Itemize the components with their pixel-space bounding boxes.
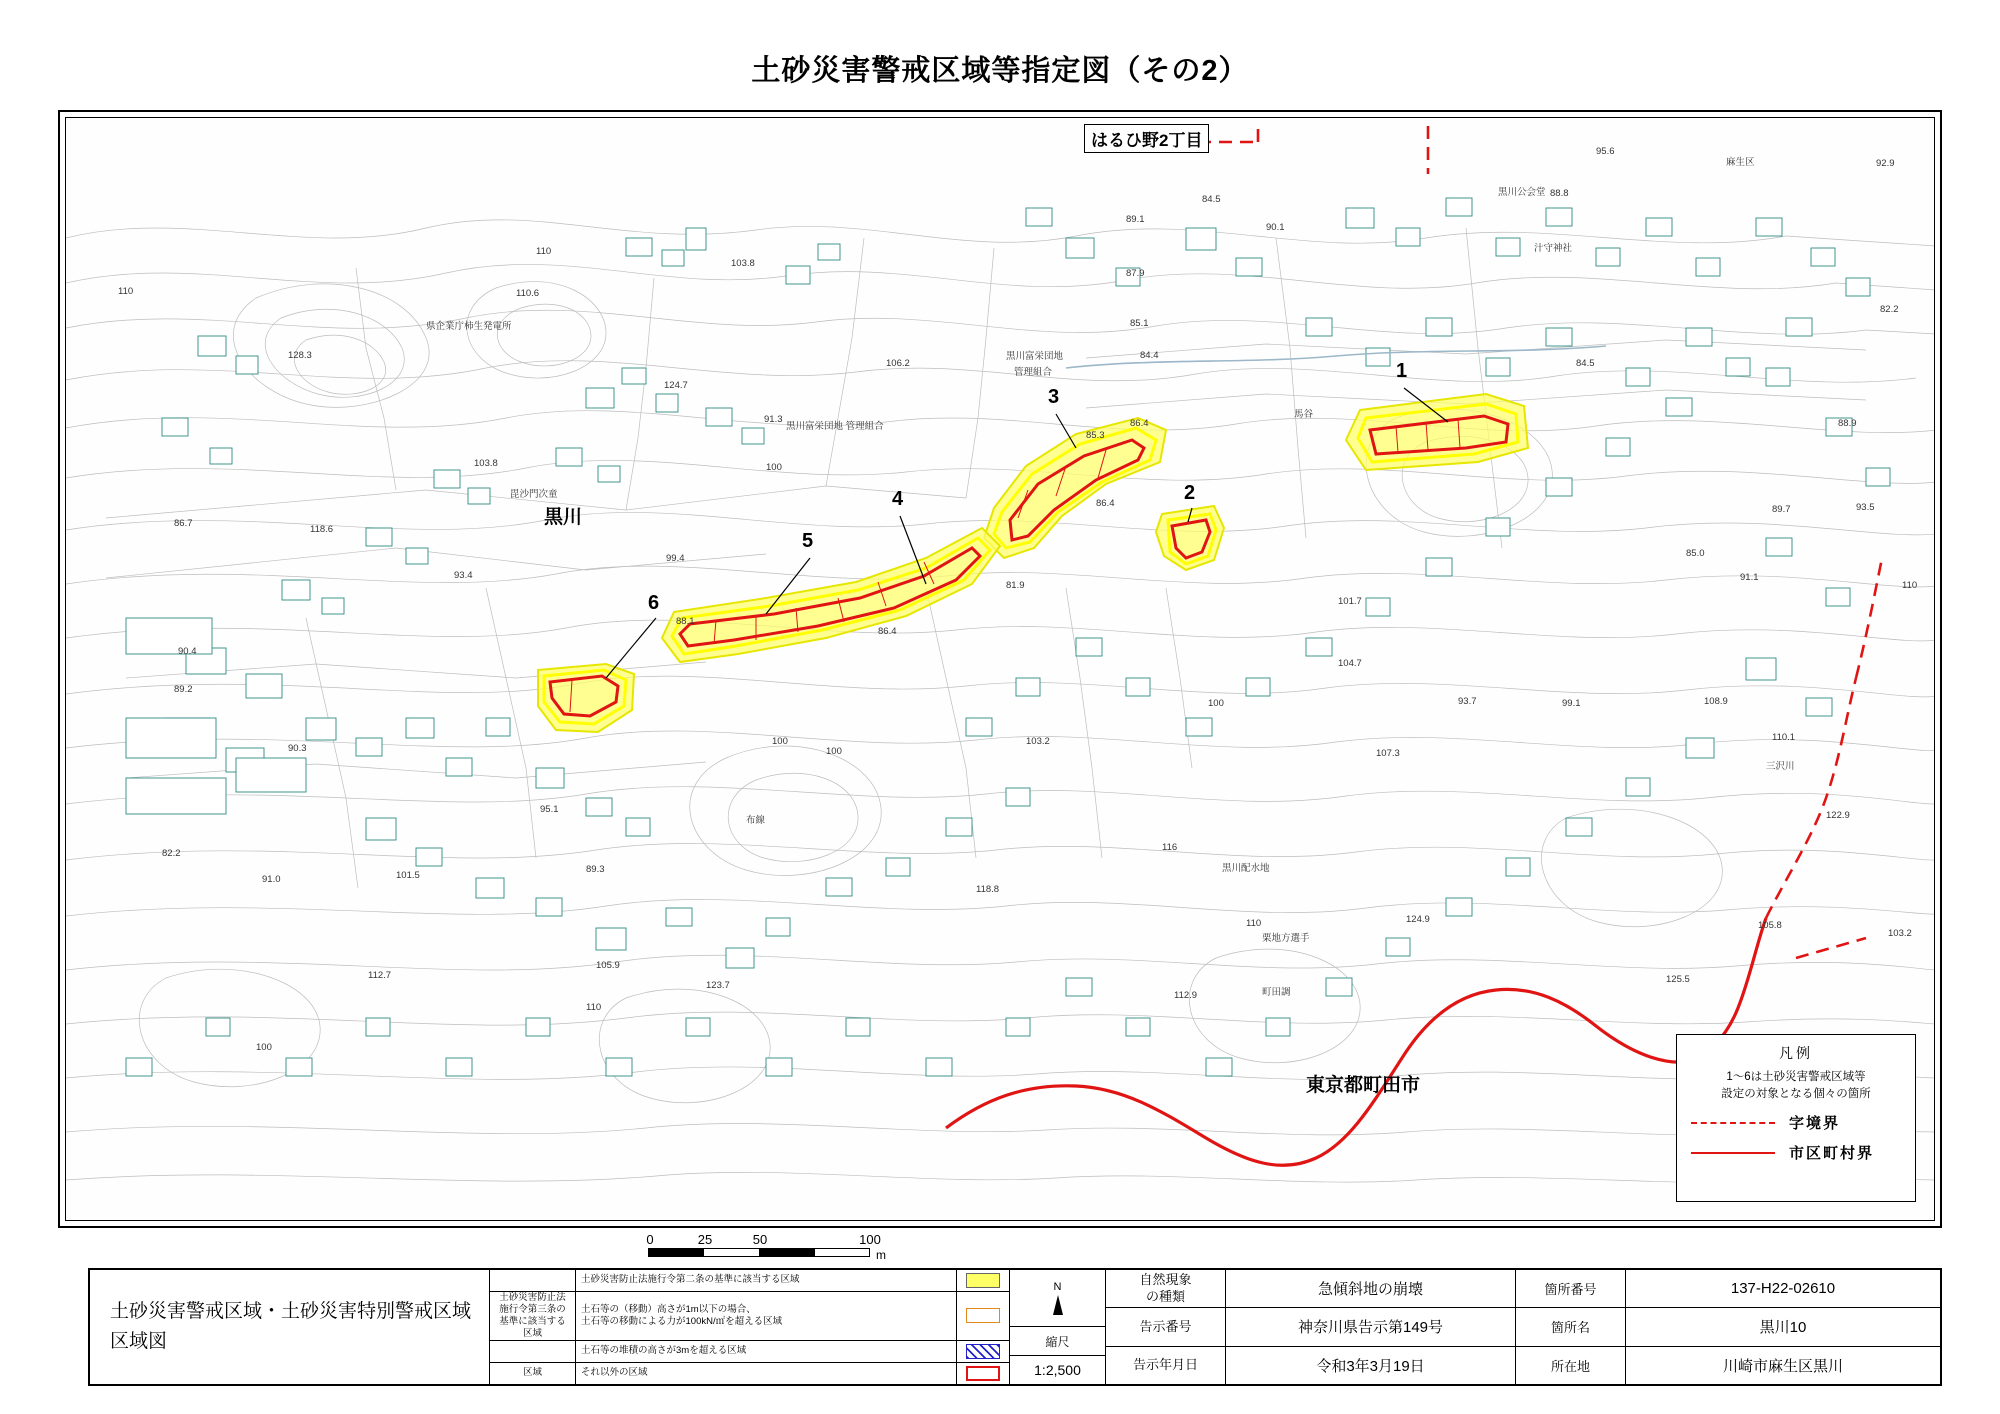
- spot-height: 85.3: [1086, 430, 1105, 441]
- criteria-swatch-4: [957, 1363, 1009, 1384]
- legend-note: 1～6は土砂災害警戒区域等 設定の対象となる個々の箇所: [1721, 1071, 1871, 1100]
- spot-height: 105.9: [596, 960, 620, 971]
- info-panel: [88, 1268, 1942, 1386]
- attr-value-phenomenon: 急傾斜地の崩壊: [1226, 1270, 1516, 1307]
- attr-key-site-name: 箇所名: [1516, 1308, 1626, 1345]
- spot-height: 82.2: [1880, 304, 1899, 315]
- attribute-row-2: [1106, 1308, 1940, 1346]
- spot-height: 110: [1246, 918, 1262, 929]
- spot-height: 88.9: [1838, 418, 1857, 429]
- place-label-kurokawa: 黒川: [544, 507, 583, 528]
- criteria-table: [490, 1270, 1010, 1384]
- legend-title: 凡例: [1779, 1045, 1813, 1061]
- spot-height: 99.4: [666, 553, 685, 564]
- north-label: N: [1053, 1280, 1062, 1293]
- scale-bar: [646, 1232, 908, 1262]
- spot-height: 90.3: [288, 743, 307, 754]
- spot-height: 93.4: [454, 570, 473, 581]
- spot-height: 95.6: [1596, 146, 1615, 157]
- attr-value-notice-date: 令和3年3月19日: [1226, 1347, 1516, 1384]
- spot-height: 101.7: [1338, 596, 1362, 607]
- hazard-number-1: 1: [1396, 360, 1408, 382]
- attr-key-notice-date: 告示年月日: [1106, 1347, 1226, 1384]
- place-label-danchi-kanri: 黒川富栄団地: [1006, 351, 1064, 362]
- spot-height: 86.4: [878, 626, 897, 637]
- spot-height: 89.3: [586, 864, 605, 875]
- spot-height: 104.7: [1338, 658, 1362, 669]
- spot-height: 110: [536, 246, 552, 257]
- spot-height: 110: [118, 286, 134, 297]
- attribute-row-1: [1106, 1270, 1940, 1308]
- place-label-machida: 東京都町田市: [1306, 1075, 1421, 1096]
- spot-height: 85.0: [1686, 548, 1705, 559]
- spot-height: 107.3: [1376, 748, 1400, 759]
- spot-height: 110.1: [1772, 732, 1796, 743]
- spot-height: 81.9: [1006, 580, 1025, 591]
- attr-value-site-number: 137-H22-02610: [1730, 1280, 1836, 1298]
- spot-height: 87.9: [1126, 268, 1145, 279]
- place-label-senshu: 黒川配水地: [1222, 863, 1270, 874]
- spot-height: 90.4: [178, 646, 197, 657]
- map-graphics: [66, 118, 1935, 1221]
- criteria-desc-3: 土石等の堆積の高さが3mを超える区域: [576, 1341, 957, 1362]
- place-label-bishamon: 県企業庁柿生発電所: [426, 321, 512, 332]
- spot-height: 95.1: [540, 804, 559, 815]
- spot-height: 82.2: [162, 848, 181, 859]
- scale-label-cell: [1010, 1327, 1105, 1356]
- spot-height: 86.4: [1130, 418, 1149, 429]
- spot-height: 110.6: [516, 288, 540, 299]
- place-label-hiromachi: 布線: [746, 815, 766, 826]
- spot-height: 124.7: [664, 380, 688, 391]
- hazard-number-4: 4: [892, 488, 904, 510]
- scale-bar-graphic: [648, 1248, 870, 1257]
- spot-height: 93.5: [1856, 502, 1875, 513]
- attr-value-site-name: 黒川10: [1759, 1319, 1807, 1337]
- map-name-cell: [90, 1270, 490, 1384]
- north-arrow-icon: [1053, 1295, 1063, 1315]
- spot-height: 110: [586, 1002, 602, 1013]
- spot-height: 85.1: [1130, 318, 1149, 329]
- map-frame: [58, 110, 1942, 1228]
- criteria-desc-2: 土石等の（移動）高さが1m以下の場合、 土石等の移動による力が100kN/㎡を超える区域: [576, 1292, 957, 1340]
- spot-height: 88.1: [676, 616, 695, 627]
- legend-item-ward-boundary: [1687, 1112, 1905, 1133]
- place-label-harubino: はるひ野2丁目: [1084, 124, 1209, 153]
- map-name-line2: 区域図: [110, 1331, 168, 1352]
- spot-height: 128.3: [288, 350, 312, 361]
- spot-height: 84.5: [1576, 358, 1595, 369]
- map-legend: [1676, 1034, 1916, 1202]
- attribute-row-3: [1106, 1347, 1940, 1384]
- spot-height: 101.5: [396, 870, 420, 881]
- spot-height: 103.2: [1026, 736, 1050, 747]
- spot-height: 118.6: [310, 524, 334, 535]
- criteria-category-1: [490, 1270, 576, 1291]
- spot-height: 110: [1902, 580, 1918, 591]
- spot-height: 124.9: [1406, 914, 1430, 925]
- spot-height: 88.8: [1550, 188, 1569, 199]
- spot-height: 89.7: [1772, 504, 1791, 515]
- spot-height: 92.9: [1876, 158, 1895, 169]
- hazard-number-3: 3: [1048, 386, 1060, 408]
- legend-label-municipal: 市区町村界: [1789, 1145, 1875, 1163]
- map-canvas[interactable]: [65, 117, 1935, 1221]
- spot-height: 89.1: [1126, 214, 1145, 225]
- spot-height: 118.8: [976, 884, 1000, 895]
- attr-key-notice-number: 告示番号: [1106, 1308, 1226, 1345]
- spot-height: 112.9: [1174, 990, 1198, 1001]
- spot-height: 103.2: [1888, 928, 1912, 939]
- spot-height: 84.4: [1140, 350, 1159, 361]
- place-label-misawagawa: 馬谷: [1294, 409, 1314, 420]
- scale-value-cell: [1010, 1356, 1105, 1384]
- map-name-line1: 土砂災害警戒区域・土砂災害特別警戒区域: [110, 1300, 472, 1322]
- scale-tick-0: 0: [646, 1232, 654, 1247]
- spot-height: 112.7: [368, 970, 392, 981]
- legend-item-municipal-boundary: [1687, 1142, 1905, 1163]
- spot-height: 86.7: [174, 518, 193, 529]
- spot-height: 122.9: [1826, 810, 1850, 821]
- place-label-hatsudensho: 黒川富栄団地 管理組合: [786, 421, 884, 432]
- place-label-asao-ku: 麻生区: [1726, 157, 1755, 168]
- spot-height: 100: [826, 746, 842, 757]
- scale-tick-100: 100: [859, 1232, 881, 1247]
- scale-tick-50: 50: [752, 1232, 768, 1247]
- criteria-desc-1: 土砂災害防止法施行令第二条の基準に該当する区域: [576, 1270, 957, 1291]
- spot-height: 86.4: [1096, 498, 1115, 509]
- spot-height: 105.8: [1758, 920, 1782, 931]
- criteria-category-3: [490, 1341, 576, 1362]
- dashed-red-line-icon: [1687, 1117, 1779, 1129]
- spot-height: 125.5: [1666, 974, 1690, 985]
- attr-key-location: 所在地: [1516, 1347, 1626, 1384]
- spot-height: 89.2: [174, 684, 193, 695]
- criteria-swatch-2: [957, 1292, 1009, 1340]
- scale-label: 縮尺: [1045, 1334, 1070, 1349]
- spot-height: 91.0: [262, 874, 281, 885]
- spot-height: 100: [256, 1042, 272, 1053]
- solid-red-line-icon: [1687, 1147, 1779, 1159]
- hazard-number-6: 6: [648, 592, 660, 614]
- criteria-swatch-1: [957, 1270, 1009, 1291]
- spot-height: 99.1: [1562, 698, 1581, 709]
- criteria-desc-4: それ以外の区域: [576, 1363, 957, 1384]
- spot-height: 100: [766, 462, 782, 473]
- criteria-row-3: [490, 1341, 1009, 1363]
- north-and-scale: [1010, 1270, 1106, 1384]
- spot-height: 93.7: [1458, 696, 1477, 707]
- attribute-table: [1106, 1270, 1940, 1384]
- attr-value-notice-number: 神奈川県告示第149号: [1226, 1308, 1516, 1345]
- spot-height: 100: [1208, 698, 1224, 709]
- spot-height: 91.3: [764, 414, 783, 425]
- scale-value: 1:2,500: [1034, 1362, 1081, 1378]
- place-label-kurokawa-kokaido: 黒川公会堂: [1498, 187, 1546, 198]
- place-label-shirumori-jinja: 汁守神社: [1534, 243, 1573, 254]
- spot-height: 108.9: [1704, 696, 1728, 707]
- criteria-row-1: [490, 1270, 1009, 1292]
- attr-key-site-number: 箇所番号: [1516, 1270, 1626, 1307]
- place-label-machidashirabe: 栗地方選手: [1262, 933, 1310, 944]
- place-label-nunosen: 町田調: [1262, 987, 1291, 998]
- spot-height: 106.2: [886, 358, 910, 369]
- spot-height: 91.1: [1740, 572, 1759, 583]
- spot-height: 90.1: [1266, 222, 1285, 233]
- place-label-danchi-kanri-2: 管理組合: [1014, 367, 1053, 378]
- criteria-category-2: 土砂災害防止法 施行令第三条の 基準に該当する 区域: [490, 1292, 576, 1340]
- scale-tick-25: 25: [697, 1232, 713, 1247]
- criteria-row-2: [490, 1292, 1009, 1341]
- hazard-number-2: 2: [1184, 482, 1196, 504]
- north-arrow-cell: [1010, 1270, 1105, 1327]
- hazard-number-5: 5: [802, 530, 814, 552]
- attr-value-location: 川崎市麻生区黒川: [1722, 1357, 1843, 1375]
- spot-height: 100: [772, 736, 788, 747]
- page-title: 土砂災害警戒区域等指定図（その2）: [751, 55, 1249, 87]
- criteria-row-4: [490, 1363, 1009, 1384]
- spot-height: 103.8: [474, 458, 498, 469]
- spot-height: 123.7: [706, 980, 730, 991]
- place-label-haisuichi: 三沢川: [1766, 761, 1795, 772]
- place-label-umatani: 毘沙門次童: [510, 489, 558, 500]
- criteria-category-4: 区域: [490, 1363, 576, 1384]
- legend-label-ward: 字境界: [1789, 1115, 1841, 1133]
- spot-height: 103.8: [731, 258, 755, 269]
- criteria-swatch-3: [957, 1341, 1009, 1362]
- spot-height: 116: [1162, 842, 1178, 853]
- scale-unit: m: [876, 1248, 886, 1262]
- spot-height: 84.5: [1202, 194, 1221, 205]
- attr-key-phenomenon: 自然現象 の種類: [1106, 1270, 1226, 1307]
